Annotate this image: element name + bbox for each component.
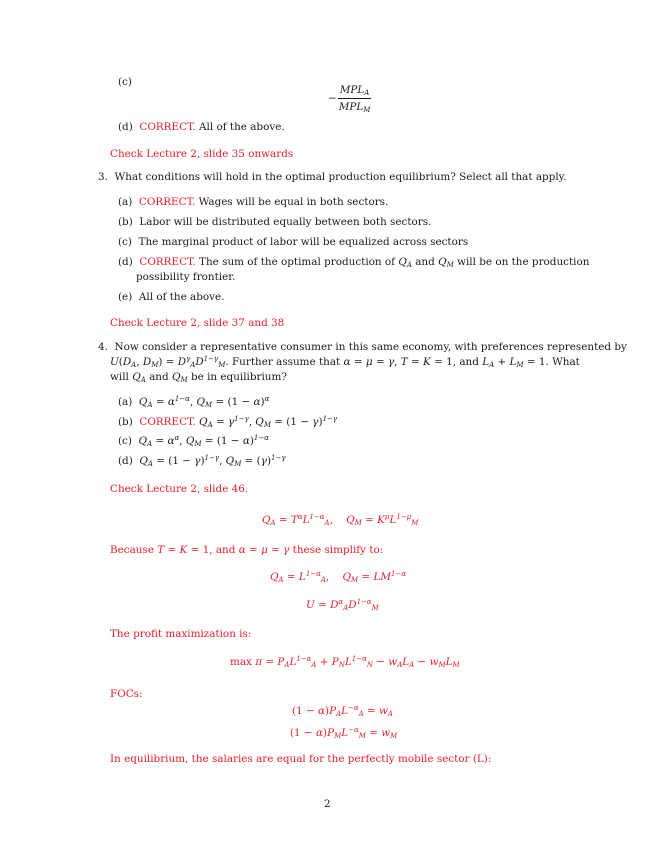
q4-option-c: (c) $Q_A = \alpha^\alpha$, $Q_M = (1 - \alpha)^{1-\alpha}$ (118, 434, 269, 448)
mpl-ratio-fraction: − $\frac{MPL_A}{MPL_M}$ (328, 84, 371, 114)
equation-profit: $\max \pi = P_AL^{1-\alpha}_A + P_NL^{1-\alpha}_N - w_AL_A - w_ML_M$ (230, 655, 460, 669)
q4-question-line3: will $Q_A$ and $Q_M$ be in equilibrium? (110, 371, 287, 384)
q4-option-a: (a) $Q_A = \alpha^{1-\alpha}$, $Q_M = (1 - \alpha)^\alpha$ (118, 395, 270, 409)
equation-foc-m: $(1 - \alpha)P_ML^{-\alpha}_M = w_M$ (290, 726, 398, 740)
q2-item-c-label: (c) (118, 76, 132, 88)
equation-foc-a: $(1 - \alpha)P_AL^{-\alpha}_A = w_A$ (292, 704, 393, 718)
q3-option-b: (b) Labor will be distributed equally between both sectors. (118, 216, 432, 228)
equilibrium-sentence: In equilibrium, the salaries are equal for the perfectly mobile sector (L): (110, 753, 492, 765)
q4-question-line2: $U(D_A$, $D_M) = D^\gamma_AD^{1-\gamma}_M$. Further assume that α = μ = γ, T = K = 1, and $L_A + L_M = 1$. What (110, 355, 580, 369)
q3-option-d: (d) CORRECT. The sum of the optimal production of $Q_A$ and $Q_M$ will be on the production (118, 256, 590, 269)
q3-option-c: (c) The marginal product of labor will be equalized across sectors (118, 236, 469, 248)
q4-option-d: (d) $Q_A = (1 - \gamma)^{1-\gamma}$, $Q_M = (\gamma)^{1-\gamma}$ (118, 454, 286, 468)
q2-check-reference: Check Lecture 2, slide 35 onwards (110, 148, 294, 160)
q2-item-d: (d) CORRECT. All of the above. (118, 121, 285, 133)
q4-option-b: (b) CORRECT. $Q_A = \gamma^{1-\gamma}$, $Q_M = (1 - \gamma)^{1-\gamma}$ (118, 415, 338, 429)
equation-utility: $U = D^\alpha_AD^{1-\alpha}_M$ (306, 598, 379, 612)
q3-option-d-continued: possibility frontier. (136, 271, 236, 283)
focs-label: FOCs: (110, 688, 143, 700)
q3-option-a: (a) CORRECT. Wages will be equal in both sectors. (118, 196, 389, 208)
equation-simplified-production: $Q_A = L^{1-\alpha}_A$, $Q_M = LM^{1-\alpha}$ (270, 570, 407, 584)
q4-question-line1: 4. Now consider a representative consumer in this same economy, with preferences represented by (98, 341, 627, 353)
q3-check-reference: Check Lecture 2, slide 37 and 38 (110, 317, 285, 329)
page-number: 2 (324, 798, 331, 810)
q4-check-reference: Check Lecture 2, slide 46. (110, 483, 249, 495)
because-sentence: Because T = K = 1, and α = μ = γ these simplify to: (110, 544, 384, 556)
profit-maximization-label: The profit maximization is: (110, 628, 252, 640)
q3-option-e: (e) All of the above. (118, 291, 225, 303)
equation-production-functions: $Q_A = T^\alpha L^{1-\alpha}_A$, $Q_M = K^\mu L^{1-\mu}_M$ (262, 513, 419, 527)
q3-question: 3. What conditions will hold in the optimal production equilibrium? Select all that apply. (98, 171, 567, 183)
correct-tag: CORRECT. (139, 121, 196, 133)
minus-sign: − (328, 92, 337, 105)
